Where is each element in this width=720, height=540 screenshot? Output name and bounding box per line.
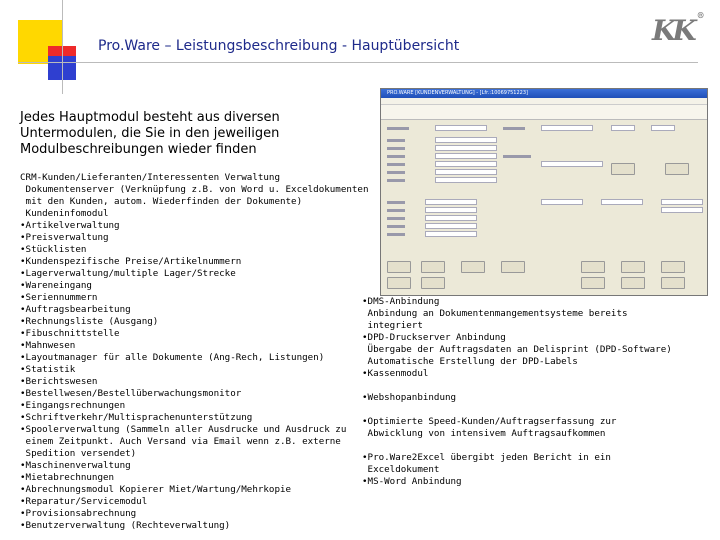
list-item: •Eingangsrechnungen (20, 400, 126, 411)
list-item: •Artikelverwaltung (20, 220, 120, 231)
list-item: •Stücklisten (20, 244, 87, 255)
list-item: •Provisionsabrechnung (20, 508, 137, 519)
list-item: •Wareneingang (20, 280, 92, 291)
screenshot-title-bar: PRO.WARE [KUNDENVERWALTUNG] - [Lfr.:10069751223] (381, 89, 707, 98)
list-item: Spedition versendet) (20, 448, 137, 459)
list-item: •DMS-Anbindung (362, 296, 440, 307)
list-item: •Fibuschnittstelle (20, 328, 120, 339)
intro-text: Jedes Hauptmodul besteht aus diversen Untermodulen, die Sie in den jeweiligen Modulbeschreibungen wieder finden (20, 110, 280, 157)
list-item: •Kassenmodul (362, 368, 429, 379)
list-item: •Mahnwesen (20, 340, 76, 351)
list-item: •MS-Word Anbindung (362, 476, 462, 487)
list-item: •Mietabrechnungen (20, 472, 115, 483)
list-item (362, 404, 672, 416)
list-item: Kundeninfomodul (20, 208, 109, 219)
decor-horizontal-line (18, 62, 698, 63)
list-item: Abwicklung von intensivem Auftragsaufkommen (362, 428, 606, 439)
list-item: •Pro.Ware2Excel übergibt jeden Bericht in ein (362, 452, 611, 463)
company-logo: KK ® (652, 10, 705, 47)
decor-vertical-line (62, 0, 63, 94)
slide-title: Pro.Ware – Leistungsbeschreibung - Hauptübersicht (98, 38, 460, 54)
list-item: •Bestellwesen/Bestellüberwachungsmonitor (20, 388, 242, 399)
list-item: •Seriennummern (20, 292, 98, 303)
list-item: •Reparatur/Servicemodul (20, 496, 148, 507)
list-item: •Lagerverwaltung/multiple Lager/Strecke (20, 268, 236, 279)
list-item: Automatische Erstellung der DPD-Labels (362, 356, 578, 367)
list-item: •Webshopanbindung (362, 392, 457, 403)
list-item: •DPD-Druckserver Anbindung (362, 332, 506, 343)
list-item: Übergabe der Auftragsdaten an Delisprint (DPD-Software) (362, 344, 672, 355)
list-item: •Auftragsbearbeitung (20, 304, 131, 315)
module-list-left (20, 172, 368, 532)
list-item: •Benutzerverwaltung (Rechteverwaltung) (20, 520, 231, 531)
list-item: •Statistik (20, 364, 76, 375)
list-item: CRM-Kunden/Lieferanten/Interessenten Verwaltung (20, 172, 280, 183)
list-item: •Maschinenverwaltung (20, 460, 131, 471)
list-item: integriert (362, 320, 423, 331)
screenshot-menu-bar (381, 98, 707, 105)
list-item: •Abrechnungsmodul Kopierer Miet/Wartung/Mehrkopie (20, 484, 292, 495)
list-item: •Optimierte Speed-Kunden/Auftragserfassung zur (362, 416, 617, 427)
module-list-right (362, 296, 672, 488)
application-screenshot (380, 88, 708, 296)
list-item: •Layoutmanager für alle Dokumente (Ang-Rech, Listungen) (20, 352, 325, 363)
list-item: •Preisverwaltung (20, 232, 109, 243)
list-item: •Kundenspezifische Preise/Artikelnummern (20, 256, 242, 267)
list-item: •Rechnungsliste (Ausgang) (20, 316, 159, 327)
list-item (362, 380, 672, 392)
list-item: •Schriftverkehr/Multisprachenunterstützung (20, 412, 253, 423)
list-item: •Berichtswesen (20, 376, 98, 387)
list-item: •Spoolerverwaltung (Sammeln aller Ausdrucke und Ausdruck zu (20, 424, 347, 435)
list-item: Dokumentenserver (Verknüpfung z.B. von Word u. Exceldokumenten (20, 184, 369, 195)
list-item: einem Zeitpunkt. Auch Versand via Email wenn z.B. externe (20, 436, 341, 447)
list-item (362, 440, 672, 452)
list-item: Anbindung an Dokumentenmangementsysteme bereits (362, 308, 628, 319)
list-item: Exceldokument (362, 464, 440, 475)
list-item: mit den Kunden, autom. Wiederfinden der Dokumente) (20, 196, 303, 207)
screenshot-toolbar (381, 105, 707, 120)
